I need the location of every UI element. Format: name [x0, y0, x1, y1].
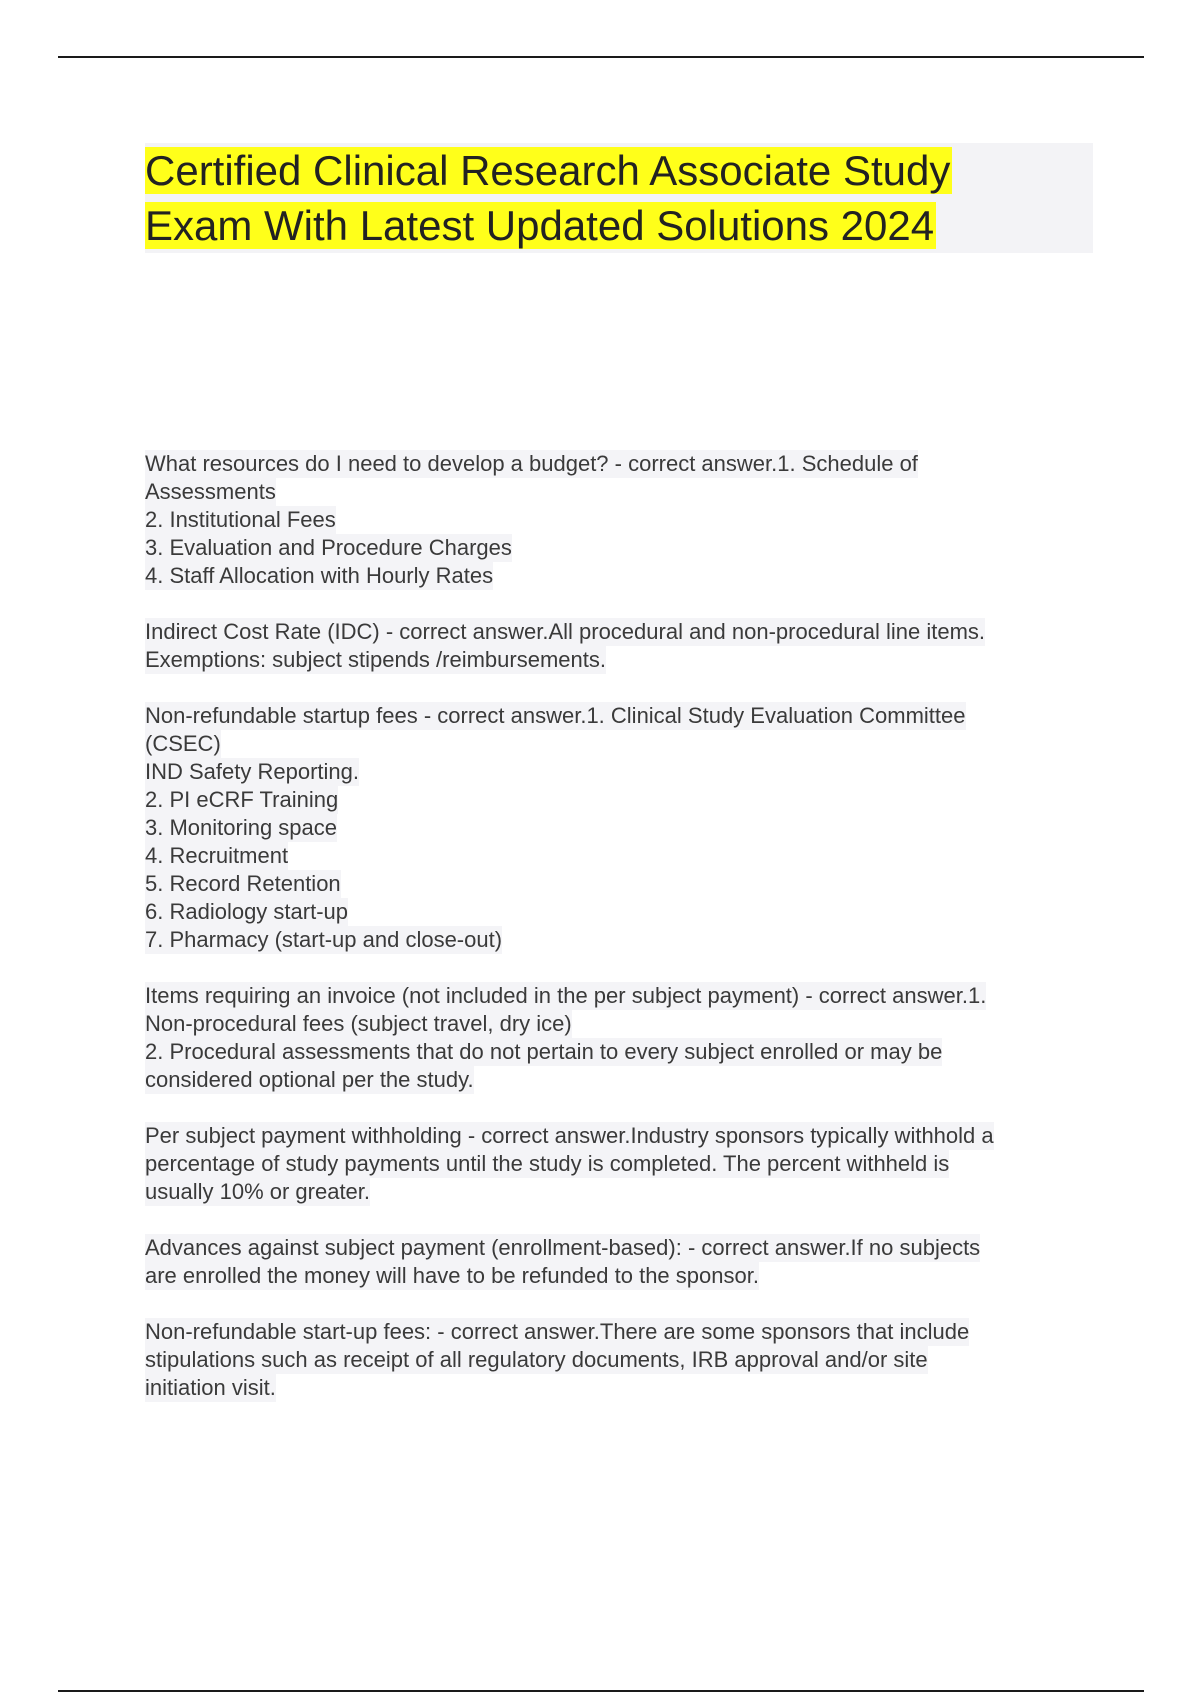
top-rule: [58, 56, 1144, 58]
qa-line: 2. Procedural assessments that do not pertain to every subject enrolled or may be: [145, 1039, 943, 1064]
bottom-rule: [58, 1690, 1144, 1692]
qa-line: stipulations such as receipt of all regulatory documents, IRB approval and/or site: [145, 1347, 928, 1372]
qa-line: IND Safety Reporting.: [145, 759, 359, 784]
qa-line: initiation visit.: [145, 1375, 276, 1400]
qa-line: considered optional per the study.: [145, 1067, 474, 1092]
qa-line: 4. Staff Allocation with Hourly Rates: [145, 563, 494, 588]
qa-line: 5. Record Retention: [145, 871, 341, 896]
qa-line: percentage of study payments until the study is completed. The percent withheld is: [145, 1151, 950, 1176]
qa-entry-6: [145, 1234, 1095, 1290]
qa-line: 3. Evaluation and Procedure Charges: [145, 535, 512, 560]
qa-line: Per subject payment withholding - correct answer.Industry sponsors typically withhold a: [145, 1123, 994, 1148]
qa-line: 2. PI eCRF Training: [145, 787, 339, 812]
qa-line: usually 10% or greater.: [145, 1179, 371, 1204]
qa-line: Non-procedural fees (subject travel, dry ice): [145, 1011, 572, 1036]
qa-entry-5: [145, 1122, 1095, 1206]
qa-line: (CSEC): [145, 731, 221, 756]
qa-content: [145, 450, 1095, 1430]
qa-line: 4. Recruitment: [145, 843, 289, 868]
qa-entry-7: [145, 1318, 1095, 1402]
title-line-1-text: Certified Clinical Research Associate Study: [145, 147, 951, 194]
qa-entry-3: [145, 702, 1095, 954]
title-line-2-text: Exam With Latest Updated Solutions 2024: [145, 202, 935, 249]
qa-line: Advances against subject payment (enrollment-based): - correct answer.If no subjects: [145, 1235, 981, 1260]
qa-line: Exemptions: subject stipends /reimbursements.: [145, 647, 606, 672]
qa-line: 6. Radiology start-up: [145, 899, 348, 924]
qa-entry-1: [145, 450, 1095, 590]
qa-line: 3. Monitoring space: [145, 815, 337, 840]
title-line-1: [145, 143, 1093, 198]
document-title: [145, 143, 1093, 253]
qa-line: 7. Pharmacy (start-up and close-out): [145, 927, 503, 952]
qa-line: Non-refundable startup fees - correct answer.1. Clinical Study Evaluation Committee: [145, 703, 966, 728]
qa-line: Assessments: [145, 479, 276, 504]
qa-line: are enrolled the money will have to be refunded to the sponsor.: [145, 1263, 759, 1288]
qa-entry-2: [145, 618, 1095, 674]
title-line-2: [145, 198, 1093, 253]
qa-line: What resources do I need to develop a budget? - correct answer.1. Schedule of: [145, 451, 918, 476]
qa-line: Indirect Cost Rate (IDC) - correct answer.All procedural and non-procedural line items.: [145, 619, 986, 644]
qa-entry-4: [145, 982, 1095, 1094]
qa-line: 2. Institutional Fees: [145, 507, 336, 532]
qa-line: Items requiring an invoice (not included in the per subject payment) - correct answer.1.: [145, 983, 987, 1008]
qa-line: Non-refundable start-up fees: - correct answer.There are some sponsors that include: [145, 1319, 970, 1344]
